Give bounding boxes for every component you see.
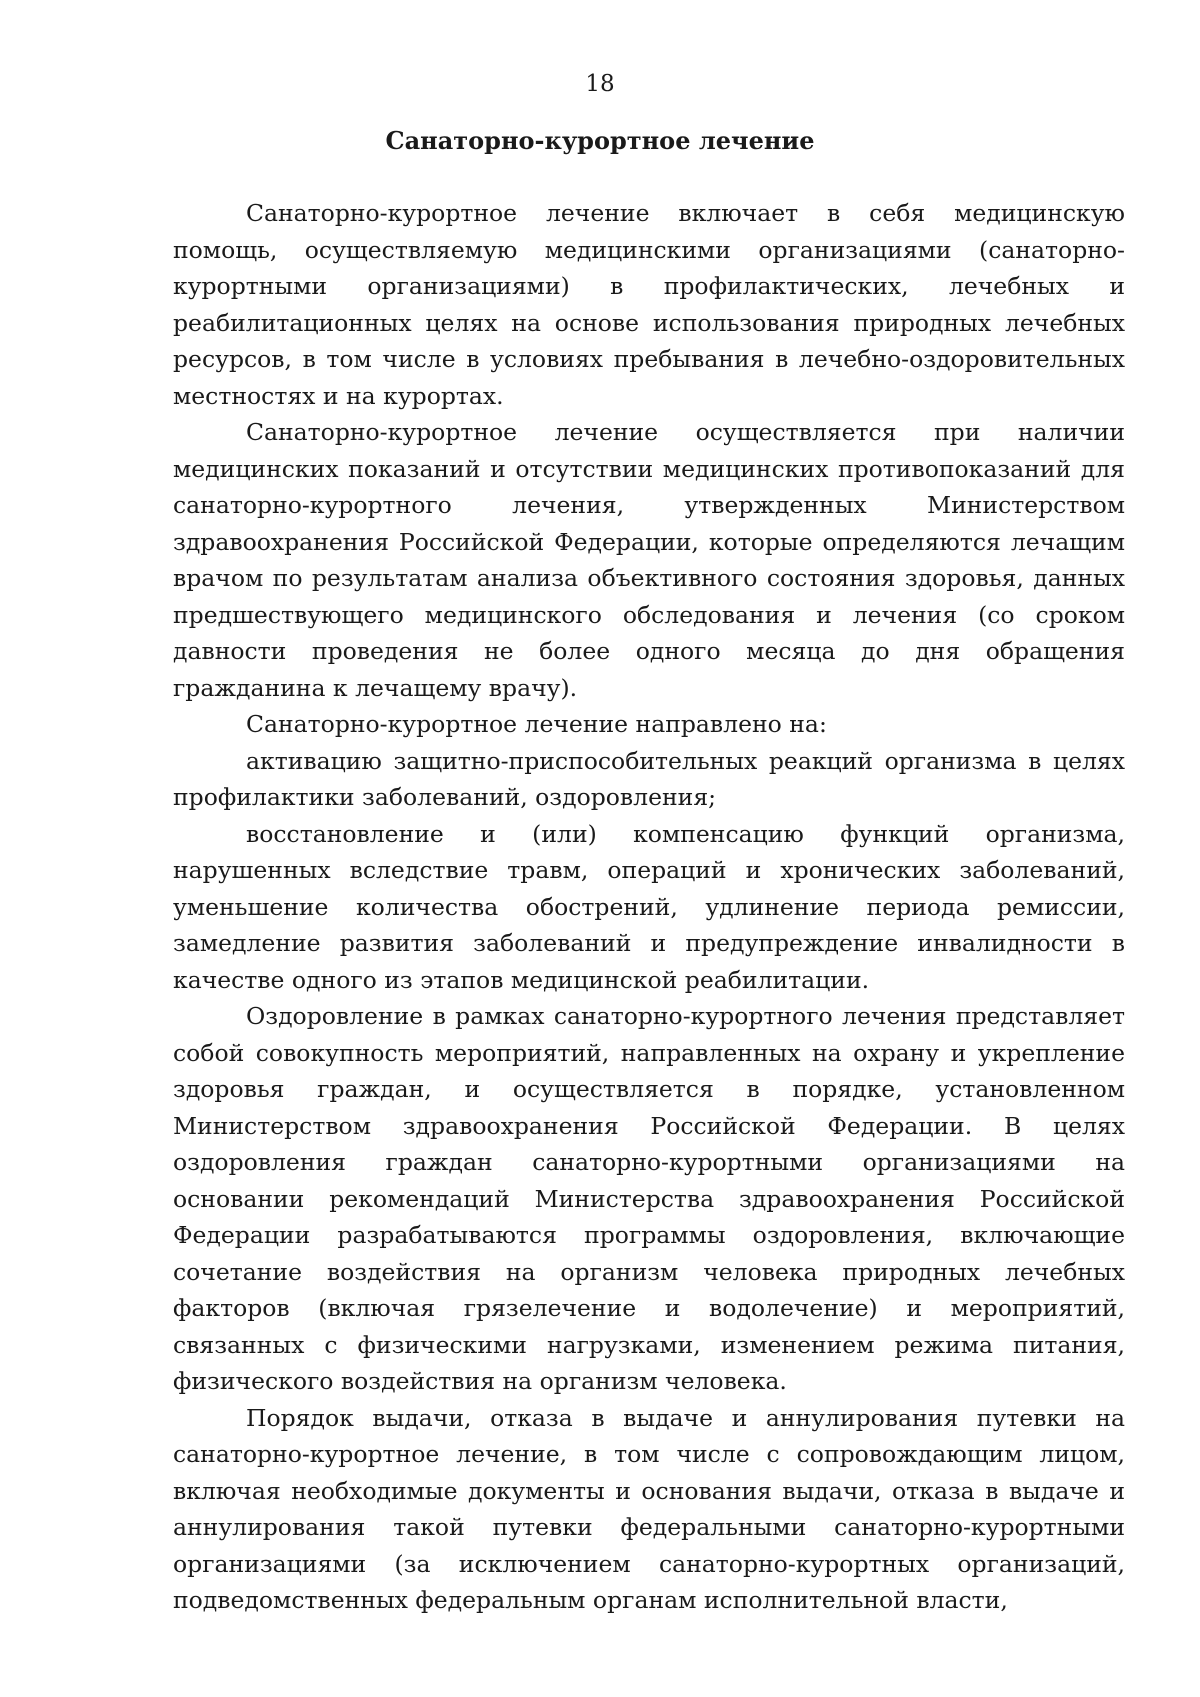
page-number: 18 <box>585 71 615 97</box>
paragraph: Санаторно-курортное лечение включает в себя медицинскую помощь, осуществляемую медицинскими организациями (санаторно-курортными организациями) в профилактических, лечебных и реабилитационных целях на основе использования природных лечебных ресурсов, в том числе в условиях пребывания в лечебно-оздоровительных местностях и на курортах. <box>173 199 1125 410</box>
list-item: восстановление и (или) компенсацию функций организма, нарушенных вследствие травм, операций и хронических заболеваний, уменьшение количества обострений, удлинение периода ремиссии, замедление развития заболеваний и предупреждение инвалидности в качестве одного из этапов медицинской реабилитации. <box>173 819 1125 994</box>
paragraph: Порядок выдачи, отказа в выдаче и аннулирования путевки на санаторно-курортное лечение, в том числе с сопровождающим лицом, включая необходимые документы и основания выдачи, отказа в выдаче и аннулирования такой путевки федеральными санаторно-курортными организациями (за исключением санаторно-курортных организаций, подведомственных федеральным органам исполнительной власти, <box>173 1403 1125 1614</box>
section-title: Санаторно-курортное лечение <box>385 126 815 155</box>
paragraph: Санаторно-курортное лечение направлено на: <box>246 710 827 738</box>
body-text <box>173 195 1125 1619</box>
paragraph: Оздоровление в рамках санаторно-курортного лечения представляет собой совокупность мероприятий, направленных на охрану и укрепление здоровья граждан, и осуществляется в порядке, установленном Министерством здравоохранения Российской Федерации. В целях оздоровления граждан санаторно-курортными организациями на основании рекомендаций Министерства здравоохранения Российской Федерации разрабатываются программы оздоровления, включающие сочетание воздействия на организм человека природных лечебных факторов (включая грязелечение и водолечение) и мероприятий, связанных с физическими нагрузками, изменением режима питания, физического воздействия на организм человека. <box>173 1002 1125 1395</box>
paragraph: Санаторно-курортное лечение осуществляется при наличии медицинских показаний и отсутствии медицинских противопоказаний для санаторно-курортного лечения, утвержденных Министерством здравоохранения Российской Федерации, которые определяются лечащим врачом по результатам анализа объективного состояния здоровья, данных предшествующего медицинского обследования и лечения (со сроком давности проведения не более одного месяца до дня обращения гражданина к лечащему врачу). <box>173 418 1125 702</box>
list-item: активацию защитно-приспособительных реакций организма в целях профилактики заболеваний, оздоровления; <box>173 746 1125 811</box>
